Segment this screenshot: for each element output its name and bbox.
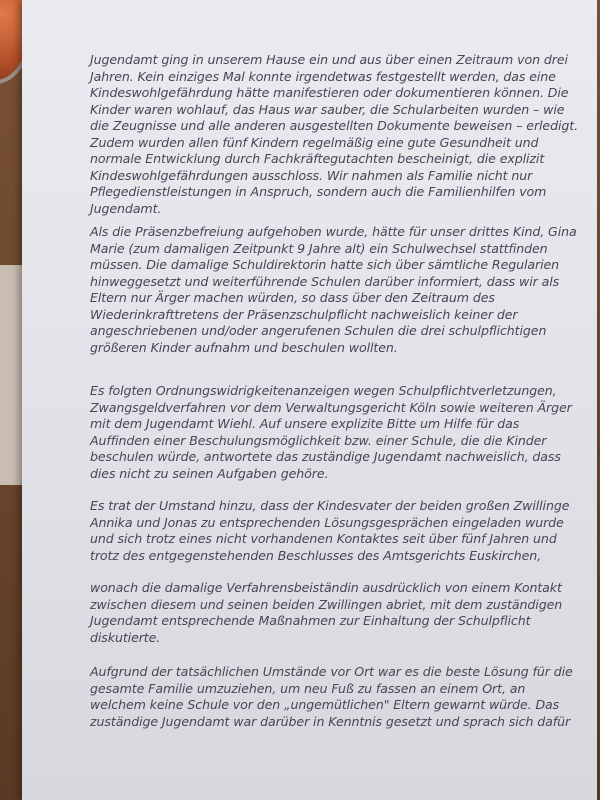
text-line: angeschriebenen und/oder angerufenen Schulen die drei schulpflichtigen: [90, 323, 547, 338]
text-line: Kindeswohlgefährdung hätte manifestieren oder dokumentieren können. Die: [90, 85, 569, 100]
paragraph-4: [90, 498, 570, 564]
text-line: Zwangsgeldverfahren vor dem Verwaltungsgericht Köln sowie weiteren Ärger: [90, 399, 572, 415]
text-line: gesamte Familie umzuziehen, um neu Fuß zu fassen an einem Ort, an: [90, 680, 526, 696]
text-line: Kinder waren wohlauf, das Haus war sauber, die Schularbeiten wurden – wie: [90, 101, 565, 117]
paragraph-5: [90, 580, 563, 646]
text-line: welchem keine Schule vor den „ungemütlichen" Eltern gewarnt würde. Das: [90, 697, 560, 712]
text-line: dies nicht zu seinen Aufgaben gehöre.: [90, 465, 329, 481]
paragraph-2: [90, 224, 577, 356]
text-line: Zudem wurden allen fünf Kindern regelmäßig eine gute Gesundheit und: [90, 134, 539, 150]
text-line: größeren Kinder aufnahm und beschulen wollten.: [90, 339, 398, 355]
text-line: Jugendamt entsprechende Maßnahmen zur Einhaltung der Schulpflicht: [90, 613, 531, 628]
text-line: hinweggesetzt und weiterführende Schulen darüber informiert, dass wir als: [90, 273, 560, 289]
text-line: Jugendamt ging in unserem Hause ein und aus über einen Zeitraum von drei: [90, 52, 568, 67]
text-line: zuständige Jugendamt war darüber in Kenntnis gesetzt und sprach sich dafür: [90, 713, 571, 729]
text-line: Eltern nur Ärger machen würden, so dass über den Zeitraum des: [90, 290, 495, 305]
text-line: die Zeugnisse und alle anderen ausgestellten Dokumente beweisen – erledigt.: [90, 118, 578, 133]
paragraph-6: [90, 664, 573, 730]
text-line: trotz des entgegenstehenden Beschlusses des Amtsgerichts Euskirchen,: [90, 547, 542, 563]
text-line: Jugendamt.: [90, 200, 162, 216]
text-line: mit dem Jugendamt Wiehl. Auf unsere explizite Bitte um Hilfe für das: [90, 416, 520, 431]
text-line: zwischen diesem und seinen beiden Zwillingen abriet, mit dem zuständigen: [90, 596, 563, 612]
text-line: normale Entwicklung durch Fachkräftegutachten bescheinigt, die explizit: [90, 151, 545, 166]
text-line: Marie (zum damaligen Zeitpunkt 9 Jahre alt) ein Schulwechsel stattfinden: [90, 240, 548, 256]
text-line: Aufgrund der tatsächlichen Umstände vor Ort war es die beste Lösung für die: [90, 664, 573, 679]
text-line: Es folgten Ordnungswidrigkeitenanzeigen wegen Schulpflichtverletzungen,: [90, 383, 557, 398]
paragraph-3: [90, 383, 572, 482]
text-line: Jahren. Kein einziges Mal konnte irgendetwas festgestellt werden, das eine: [90, 68, 556, 84]
text-line: Es trat der Umstand hinzu, dass der Kindesvater der beiden großen Zwillinge: [90, 498, 570, 513]
text-line: diskutierte.: [90, 629, 161, 645]
text-line: beschulen würde, antwortete das zuständige Jugendamt nachweislich, dass: [90, 449, 561, 464]
text-line: und sich trotz eines nicht vorhandenen Kontaktes seit über fünf Jahren und: [90, 531, 557, 546]
document-page: [22, 0, 597, 800]
text-line: Auffinden einer Beschulungsmöglichkeit bzw. einer Schule, die die Kinder: [90, 432, 547, 448]
text-line: Annika und Jonas zu entsprechenden Lösungsgesprächen eingeladen wurde: [90, 514, 564, 530]
text-line: Pflegedienstleistungen in Anspruch, sondern auch die Familienhilfen vom: [90, 184, 547, 199]
paragraph-1: [90, 52, 578, 217]
text-line: wonach die damalige Verfahrensbeiständin ausdrücklich von einem Kontakt: [90, 580, 562, 595]
text-line: Als die Präsenzbefreiung aufgehoben wurde, hätte für unser drittes Kind, Gina: [90, 224, 577, 239]
text-line: Kindeswohlgefährdungen ausschloss. Wir nahmen als Familie nicht nur: [90, 167, 533, 183]
text-line: müssen. Die damalige Schuldirektorin hatte sich über sämtliche Regularien: [90, 257, 560, 272]
text-line: Wiederinkrafttretens der Präsenzschulpflicht nachweislich keiner der: [90, 306, 518, 322]
